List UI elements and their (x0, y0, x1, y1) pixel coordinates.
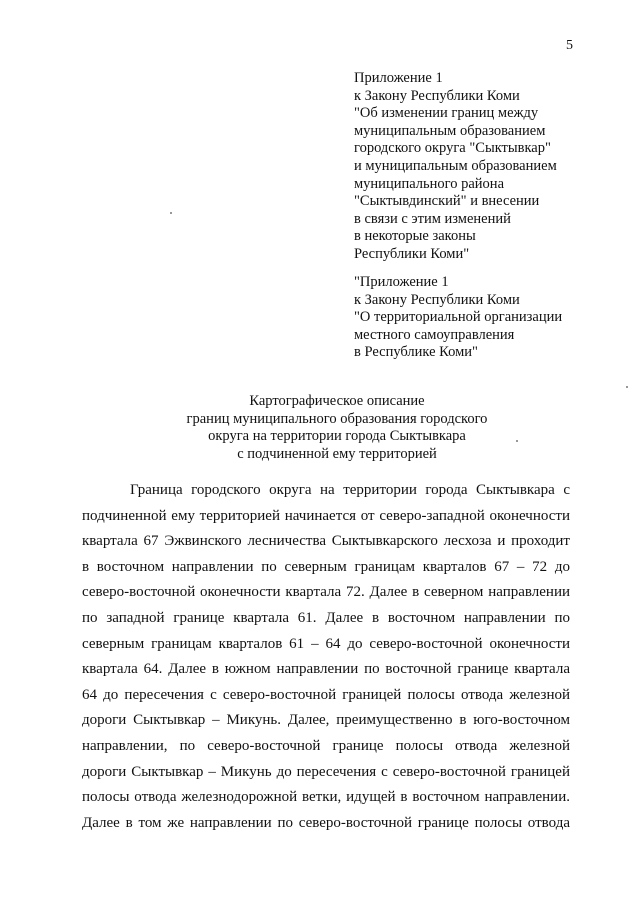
body-line: в восточном направлении по северным границам кварталов 67 – 72 до (82, 558, 570, 575)
heading-line: Картографическое описание (249, 393, 425, 409)
heading-line: границ муниципального образования городского (186, 410, 488, 427)
annex-line: в некоторые законы (354, 228, 476, 245)
annex-line: к Закону Республики Коми (354, 291, 520, 308)
document-heading (0, 393, 640, 463)
body-line: полосы отвода железнодорожной ветки, идущей в восточном направлении. (82, 789, 570, 806)
annex-line: в связи с этим изменений (354, 210, 511, 227)
body-line: северным границам кварталов 61 – 64 до северо-восточной оконечности (82, 635, 570, 652)
scan-speck (170, 212, 172, 214)
body-line: северо-восточной оконечности квартала 72. Далее в северном направлении (82, 584, 570, 601)
annex-line: "Приложение 1 (354, 274, 449, 290)
annex-line: к Закону Республики Коми (354, 87, 520, 104)
body-line: квартала 64. Далее в южном направлении по восточной границе квартала (82, 661, 570, 678)
heading-line: округа на территории города Сыктывкара (208, 428, 466, 445)
annex-line: и муниципальным образованием (354, 157, 557, 174)
annex-line: муниципального района (354, 175, 504, 192)
annex-line: городского округа "Сыктывкар" (354, 140, 551, 157)
annex-line: в Республике Коми" (354, 344, 478, 361)
annex-line: "О территориальной организации (354, 309, 563, 326)
heading-line: с подчиненной ему территорией (237, 445, 437, 462)
annex-line: Республики Коми" (354, 245, 470, 262)
body-line: 64 до пересечения с северо-восточной границей полосы отвода железной (82, 686, 570, 703)
body-line: Граница городского округа на территории города Сыктывкара с (130, 482, 570, 498)
body-line: дороги Сыктывкар – Микунь до пересечения с северо-восточной границей (82, 763, 570, 780)
body-line: направлении, по северо-восточной границе полосы отвода железной (82, 737, 570, 754)
page-number: 5 (566, 38, 573, 53)
annex-line: "Об изменении границ между (354, 105, 539, 122)
body-line: подчиненной ему территорией начинается от северо-западной оконечности (82, 507, 570, 524)
body-line: по западной границе квартала 61. Далее в восточном направлении по (82, 609, 570, 626)
annex-header-current-law (354, 70, 624, 264)
scan-speck (626, 386, 628, 388)
body-line: дороги Сыктывкар – Микунь. Далее, преимущественно в юго-восточном (82, 712, 570, 729)
annex-line: местного самоуправления (354, 326, 515, 343)
annex-header-original-law (354, 274, 624, 362)
annex-line: "Сыктывдинский" и внесении (354, 193, 540, 210)
annex-line: Приложение 1 (354, 70, 443, 86)
annex-line: муниципальным образованием (354, 122, 546, 139)
body-line: Далее в том же направлении по северо-восточной границе полосы отвода (82, 814, 570, 831)
body-line: квартала 67 Эжвинского лесничества Сыктывкарского лесхоза и проходит (82, 533, 570, 550)
scan-speck (516, 440, 518, 442)
body-paragraph (82, 478, 570, 836)
